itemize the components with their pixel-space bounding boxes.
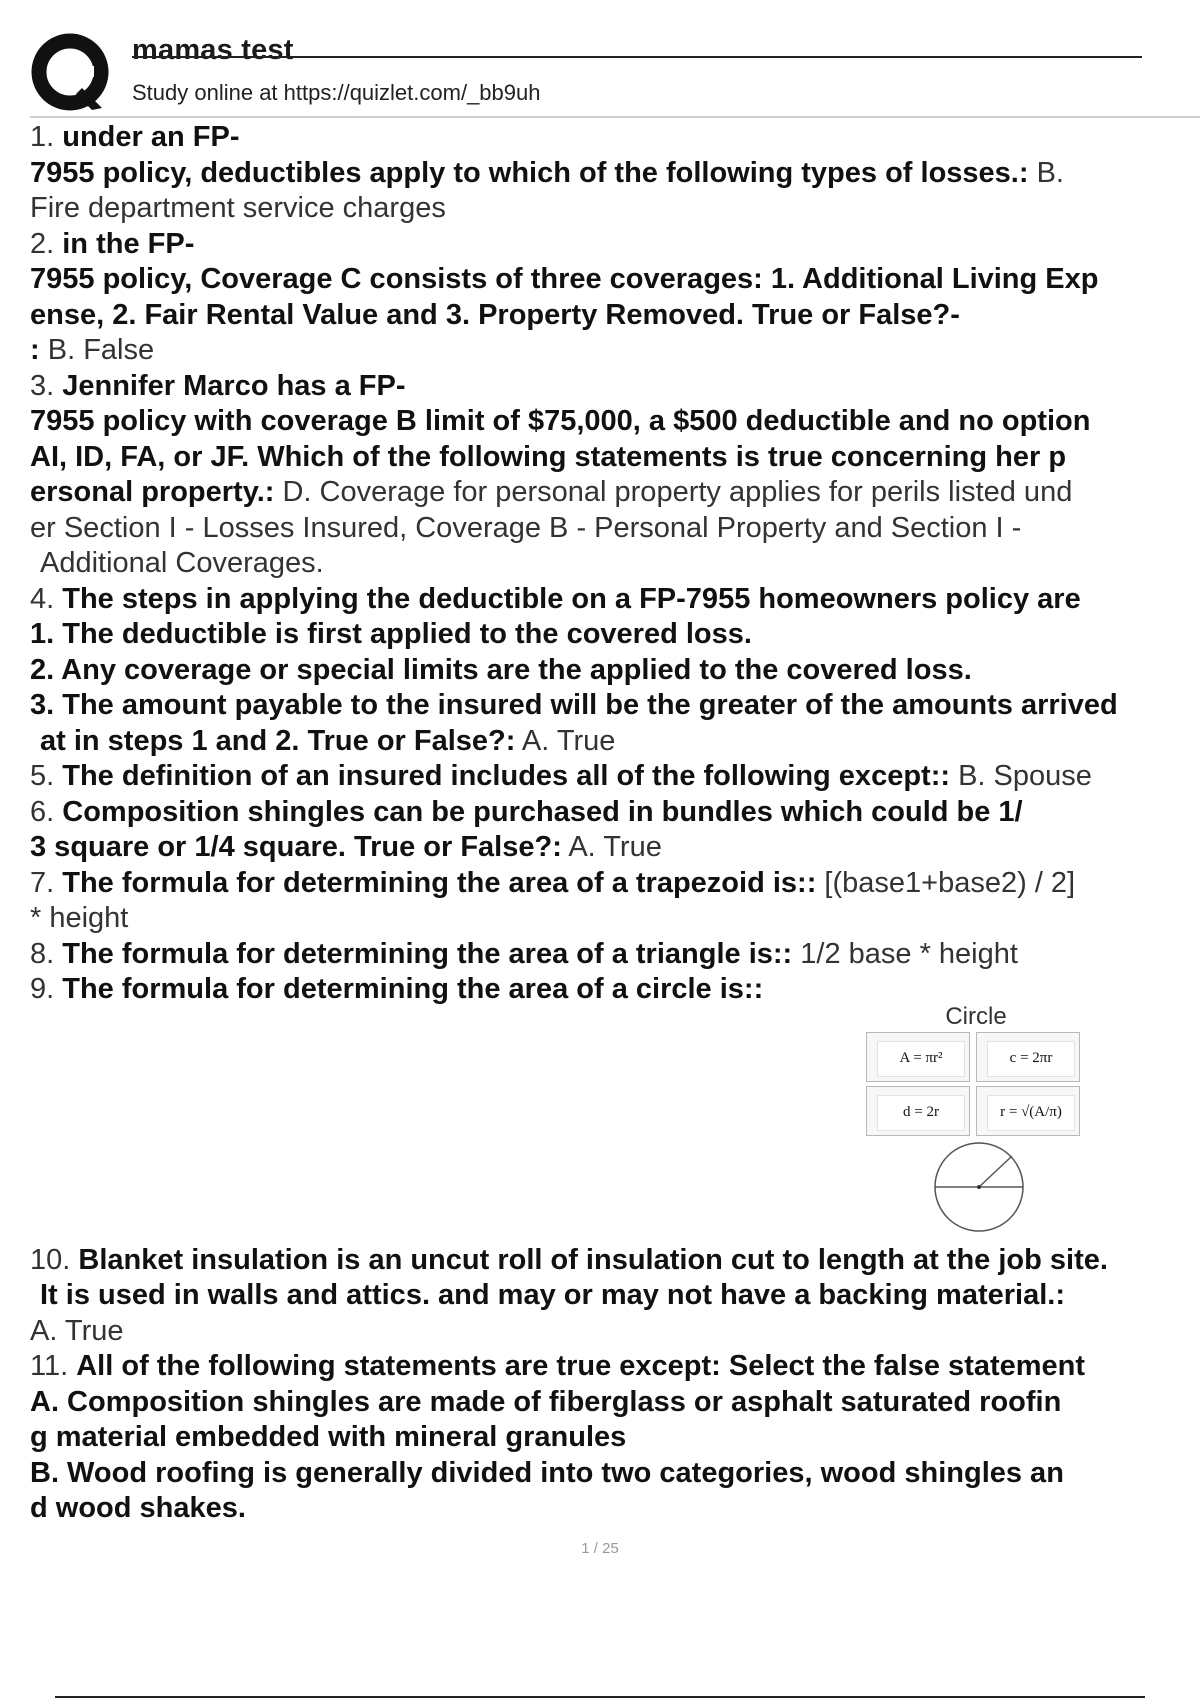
list-item-line bbox=[30, 1314, 1200, 1350]
formula-area: A = πr² bbox=[877, 1041, 965, 1077]
list-item-line bbox=[30, 1278, 1200, 1314]
answer-text: * height bbox=[30, 902, 129, 934]
header-divider bbox=[30, 116, 1200, 118]
item-number: 10. bbox=[30, 1243, 71, 1276]
question-text: 7955 policy, deductibles apply to which of the following types of losses.: bbox=[30, 156, 1029, 189]
question-text: All of the following statements are true except: Select the false statement bbox=[76, 1350, 1086, 1382]
formula-card-radius bbox=[976, 1086, 1080, 1136]
list-item bbox=[30, 972, 1200, 1008]
list-item bbox=[30, 937, 1200, 973]
formula-card-area bbox=[866, 1032, 970, 1082]
circle-formula-figure bbox=[866, 1004, 1086, 1244]
list-item-line bbox=[30, 617, 1200, 653]
item-number: 5. bbox=[30, 760, 55, 792]
question-text: Composition shingles can be purchased in bundles which could be 1/ bbox=[62, 795, 1023, 828]
list-item-line bbox=[30, 333, 1200, 369]
formula-circumference: c = 2πr bbox=[987, 1041, 1075, 1077]
question-text: A. Composition shingles are made of fiberglass or asphalt saturated roofin bbox=[30, 1385, 1062, 1418]
list-item-line bbox=[30, 511, 1200, 547]
answer-text: 1/2 base * height bbox=[800, 937, 1018, 970]
list-item bbox=[30, 759, 1200, 795]
list-item-line bbox=[30, 724, 1200, 760]
question-text: 3. The amount payable to the insured will be the greater of the amounts arrived bbox=[30, 689, 1118, 721]
answer-text: er Section I - Losses Insured, Coverage B - Personal Property and Section I - bbox=[30, 511, 1022, 544]
page-header bbox=[0, 0, 1200, 120]
list-item-line bbox=[30, 440, 1200, 476]
quizlet-logo-icon bbox=[30, 32, 110, 112]
list-item bbox=[30, 1243, 1200, 1279]
question-text: in the FP- bbox=[62, 227, 195, 260]
question-text: 7955 policy, Coverage C consists of three coverages: 1. Additional Living Exp bbox=[30, 263, 1099, 295]
list-item bbox=[30, 120, 1200, 156]
item-number: 2. bbox=[30, 227, 55, 260]
answer-text: B. Spouse bbox=[958, 760, 1092, 792]
list-item-line bbox=[30, 688, 1200, 724]
list-item bbox=[30, 369, 1200, 405]
item-number: 3. bbox=[30, 369, 55, 402]
item-number: 8. bbox=[30, 937, 55, 970]
list-item-line bbox=[30, 156, 1200, 192]
list-item bbox=[30, 795, 1200, 831]
question-text: ense, 2. Fair Rental Value and 3. Property Removed. True or False?- bbox=[30, 298, 960, 331]
figure-title: Circle bbox=[945, 1002, 1007, 1030]
formula-radius: r = √(A/π) bbox=[987, 1095, 1075, 1131]
list-item-line bbox=[30, 546, 1200, 582]
answer-text: A. True bbox=[568, 831, 662, 863]
question-text: under an FP- bbox=[62, 121, 240, 153]
list-item-line bbox=[30, 298, 1200, 334]
list-item-line bbox=[30, 1491, 1200, 1520]
list-item-line bbox=[30, 191, 1200, 227]
list-item-line bbox=[30, 262, 1200, 298]
answer-text: Additional Coverages. bbox=[40, 547, 324, 579]
list-item bbox=[30, 227, 1200, 263]
answer-text: D. Coverage for personal property applies for perils listed und bbox=[282, 476, 1073, 508]
question-text: 1. The deductible is first applied to the covered loss. bbox=[30, 618, 752, 650]
list-item bbox=[30, 866, 1200, 902]
question-text: The steps in applying the deductible on a FP-7955 homeowners policy are bbox=[62, 582, 1081, 615]
item-number: 4. bbox=[30, 582, 55, 615]
question-text: B. Wood roofing is generally divided into two categories, wood shingles an bbox=[30, 1456, 1064, 1489]
list-item-line bbox=[30, 1385, 1200, 1421]
question-text: The formula for determining the area of a trapezoid is:: bbox=[62, 866, 817, 899]
list-item-line bbox=[30, 1456, 1200, 1492]
item-number: 1. bbox=[30, 121, 55, 153]
question-text: Jennifer Marco has a FP- bbox=[62, 369, 406, 402]
item-number: 11. bbox=[30, 1350, 69, 1382]
question-text: The formula for determining the area of a triangle is:: bbox=[62, 937, 793, 970]
question-text: : bbox=[30, 334, 40, 366]
question-text: 3 square or 1/4 square. True or False?: bbox=[30, 831, 562, 863]
list-item bbox=[30, 582, 1200, 618]
question-text: Blanket insulation is an uncut roll of insulation cut to length at the job site. bbox=[78, 1243, 1108, 1276]
list-item-line bbox=[30, 1420, 1200, 1456]
list-item-line bbox=[30, 653, 1200, 689]
document-title: mamas test bbox=[132, 34, 294, 66]
answer-figure-row bbox=[30, 1002, 1200, 1243]
answer-text: [(base1+base2) / 2] bbox=[824, 866, 1076, 899]
answer-text: B. False bbox=[47, 334, 155, 366]
question-text: The formula for determining the area of a circle is:: bbox=[62, 973, 764, 1005]
item-number: 9. bbox=[30, 973, 55, 1005]
question-text: g material embedded with mineral granules bbox=[30, 1421, 627, 1453]
answer-text: A. True bbox=[521, 724, 616, 757]
list-item-line bbox=[30, 404, 1200, 440]
title-underline bbox=[132, 56, 1142, 58]
answer-text: Fire department service charges bbox=[30, 192, 446, 224]
question-text: The definition of an insured includes all of the following except:: bbox=[62, 760, 951, 792]
formula-diameter: d = 2r bbox=[877, 1095, 965, 1131]
list-item-line bbox=[30, 475, 1200, 511]
question-text: at in steps 1 and 2. True or False?: bbox=[40, 724, 516, 757]
question-text: ersonal property.: bbox=[30, 476, 275, 508]
list-item-line bbox=[30, 830, 1200, 866]
page-number: 1 / 25 bbox=[581, 1540, 619, 1557]
question-text: 2. Any coverage or special limits are the applied to the covered loss. bbox=[30, 653, 972, 686]
list-item bbox=[30, 1349, 1200, 1385]
answer-text: A. True bbox=[30, 1314, 124, 1347]
question-text: It is used in walls and attics. and may or may not have a backing material.: bbox=[40, 1279, 1065, 1311]
item-number: 6. bbox=[30, 795, 55, 828]
item-number: 7. bbox=[30, 866, 55, 899]
circle-diagram-icon bbox=[932, 1140, 1026, 1234]
footer-divider bbox=[55, 1696, 1145, 1698]
question-text: 7955 policy with coverage B limit of $75,000, a $500 deductible and no option bbox=[30, 405, 1091, 437]
study-online-link[interactable]: Study online at https://quizlet.com/_bb9uh bbox=[132, 80, 541, 105]
list-item-line bbox=[30, 901, 1200, 937]
formula-card-diameter bbox=[866, 1086, 970, 1136]
flashcard-list bbox=[30, 120, 1200, 1520]
question-text: AI, ID, FA, or JF. Which of the following statements is true concerning her p bbox=[30, 440, 1067, 473]
formula-card-circumference bbox=[976, 1032, 1080, 1082]
answer-text: B. bbox=[1036, 156, 1064, 189]
question-text: d wood shakes. bbox=[30, 1492, 246, 1520]
